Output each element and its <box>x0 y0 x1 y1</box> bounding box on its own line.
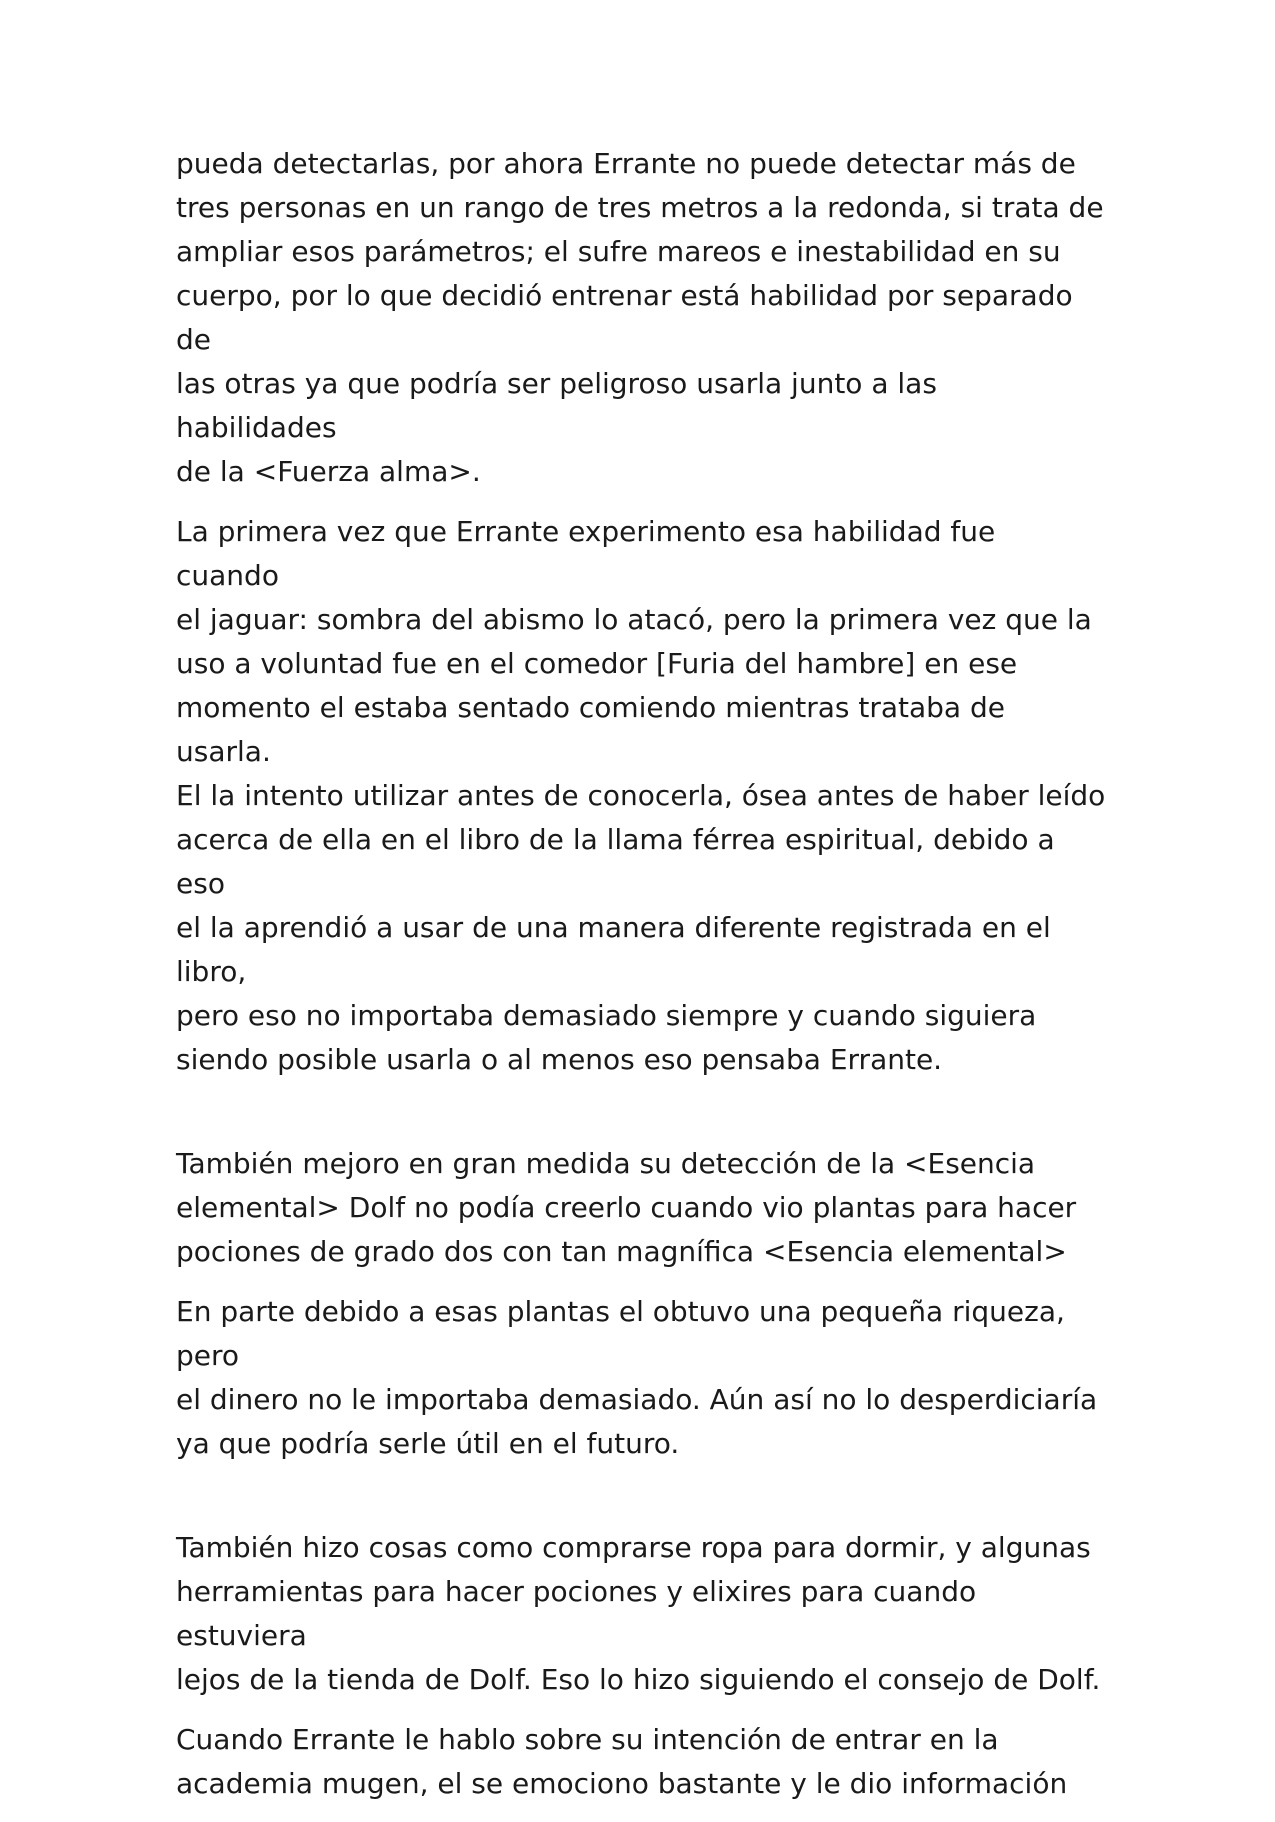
document-body <box>176 142 1106 1822</box>
paragraph-4: En parte debido a esas plantas el obtuvo una pequeña riqueza, pero el dinero no le importaba demasiado. Aún así no lo desperdiciaría ya que podría serle útil en el futuro. <box>176 1295 1098 1460</box>
paragraph-2: La primera vez que Errante experimento esa habilidad fue cuando el jaguar: sombra del abismo lo atacó, pero la primera vez que la uso a voluntad fue en el comedor [Furia del hambre] en ese momento el estaba sentado comiendo mientras trataba de usarla. El la intento utilizar antes de conocerla, ósea antes de haber leído acerca de ella en el libro de la llama férrea espiritual, debido a eso el la aprendió a usar de una manera diferente registrada en el libro, pero eso no importaba demasiado siempre y cuando siguiera siendo posible usarla o al menos eso pensaba Errante. <box>176 515 1106 1076</box>
paragraph-3: También mejoro en gran medida su detección de la <Esencia elemental> Dolf no podía creerlo cuando vio plantas para hacer pociones de grado dos con tan magnífica <Esencia elemental> <box>176 1147 1077 1268</box>
paragraph-5: También hizo cosas como comprarse ropa para dormir, y algunas herramientas para hacer pociones y elixires para cuando estuviera lejos de la tienda de Dolf. Eso lo hizo siguiendo el consejo de Dolf. <box>176 1531 1101 1696</box>
paragraph-6: Cuando Errante le hablo sobre su intención de entrar en la academia mugen, el se emociono bastante y le dio información <box>176 1723 1068 1800</box>
paragraph-1: pueda detectarlas, por ahora Errante no puede detectar más de tres personas en un rango de tres metros a la redonda, si trata de ampliar esos parámetros; el sufre mareos e inestabilidad en su cuerpo, por lo que decidió entrenar está habilidad por separado de las otras ya que podría ser peligroso usarla junto a las habilidades de la <Fuerza alma>. <box>176 147 1104 488</box>
blank-line <box>176 1482 1106 1526</box>
blank-line <box>176 1098 1106 1142</box>
